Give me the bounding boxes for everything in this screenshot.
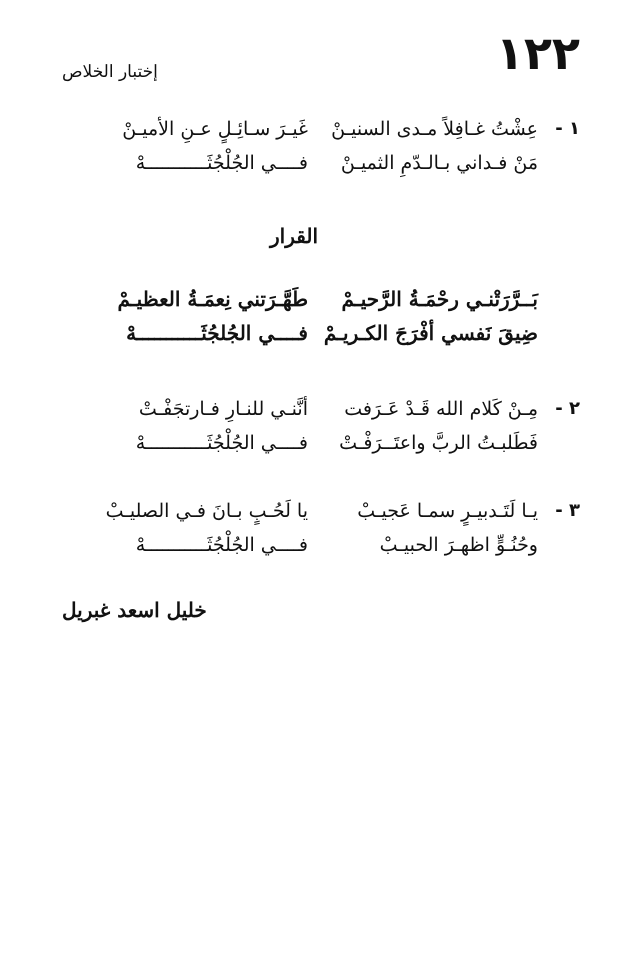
hemistich-2: يا لَحُـبٍ بـانَ فـي الصليـبْ [105,500,308,522]
verse-line [60,392,580,426]
chorus [60,282,580,350]
chorus-title: القرار [270,224,319,248]
hemistich-1: مِـنْ كَلام الله قَـدْ عَـرَفت [344,398,538,420]
page-number: ١٢٢ [495,26,580,80]
hemistich-2: فــــي الجُلْجُثَـــــــــــهْ [135,152,308,174]
verse-1 [60,112,580,180]
verse-line [60,282,580,316]
hemistich-2: غَيـرَ سـائِـلٍ عـنِ الأميـنْ [122,118,308,140]
hemistich-1: يـا لَتَـدبيـرٍ سمـا عَجيـبْ [357,500,538,522]
section-title: إختبار الخلاص [62,62,158,82]
hemistich-2: طَهَّـرَتني نِعمَـةُ العظيـمْ [117,287,308,311]
verse-line [60,112,580,146]
verse-line [60,528,580,562]
hemistich-2: فــــي الجُلجُثَـــــــــــهْ [126,321,308,345]
hemistich-1: ضِيقَ نَفسي أفْرَجَ الكـريـمْ [323,321,538,345]
hemistich-2: أنَّنـي للنـارِ فـارتجَفْـتْ [138,398,308,420]
verse-3 [60,494,580,562]
hemistich-2: فــــي الجُلْجُثَـــــــــــهْ [135,432,308,454]
author-name: خليل اسعد غبريل [62,598,207,622]
hemistich-1: بَــرَّرَتْنـي رحْمَـةُ الرَّحيـمْ [341,287,538,311]
verse-line [60,494,580,528]
verse-line [60,316,580,350]
verse-line [60,146,580,180]
verse-number: ٢ - [555,398,580,419]
verse-number: ١ - [555,118,580,139]
verse-2 [60,392,580,460]
verse-number: ٣ - [555,500,580,521]
hemistich-2: فــــي الجُلْجُثَـــــــــــهْ [135,534,308,556]
hemistich-1: مَنْ فـداني بـالـدّمِ الثميـنْ [340,152,538,174]
hemistich-1: فَطَلبـتُ الربَّ واعتَــرَفْـتْ [339,432,538,454]
verse-line [60,426,580,460]
hemistich-1: عِشْتُ غـافِلاً مـدى السنيـنْ [331,118,538,140]
hemistich-1: وحُنُـوٍّ اظهـرَ الحبيـبْ [379,534,538,556]
